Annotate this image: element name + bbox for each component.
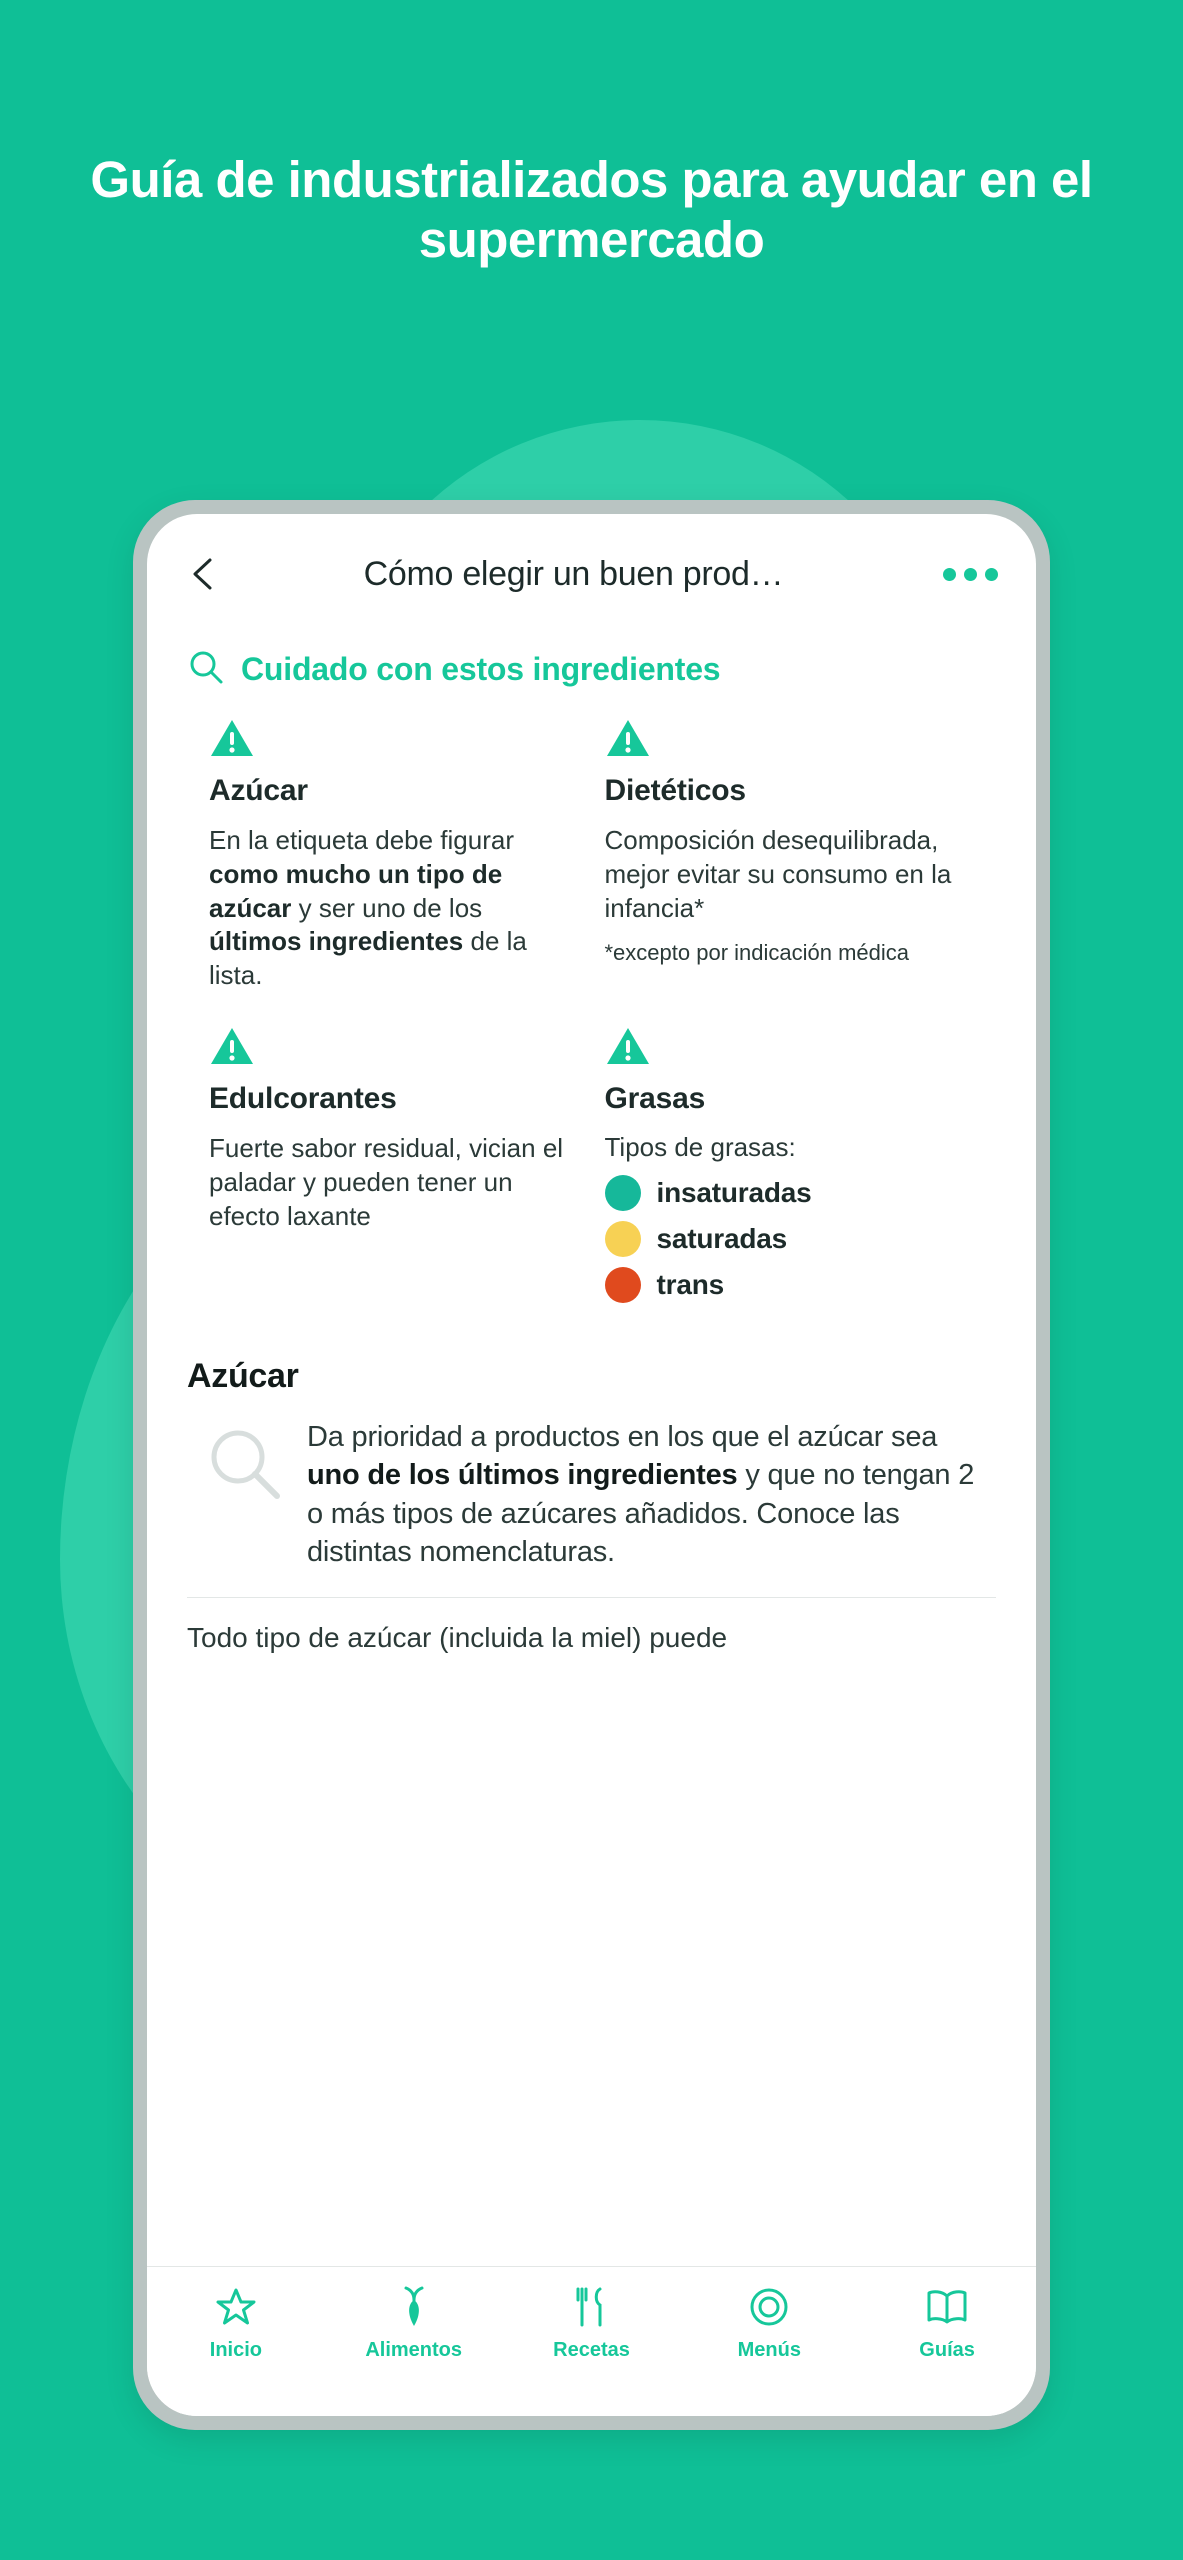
ingredient-cards-grid [187,717,996,1331]
fat-name: saturadas [656,1222,787,1254]
divider [187,1597,996,1598]
phone-screen [147,514,1036,2416]
warning-icon [605,1025,997,1072]
app-header [147,514,1036,634]
tab-inicio[interactable] [147,2285,325,2362]
fat-color-dot [605,1267,641,1303]
fats-label: Tipos de grasas: [604,1131,796,1162]
card-grasas [605,1025,997,1331]
tab-label: Guías [919,2339,975,2361]
card-dieteticos [605,717,997,1011]
fat-color-dot [605,1221,641,1257]
book-icon [924,2285,970,2329]
tab-alimentos[interactable] [325,2285,503,2362]
tab-label: Inicio [209,2339,263,2361]
phone-mockup [133,500,1050,2430]
card-title: Azúcar [209,774,308,807]
header-title: Cómo elegir un buen prod… [363,554,784,593]
bottom-navigation [147,2266,1036,2416]
fat-item-saturadas [605,1221,997,1257]
fat-name: insaturadas [656,1176,812,1208]
fat-color-dot [605,1175,641,1211]
card-note: *excepto por indicación médica [604,940,910,966]
fat-name: trans [656,1268,724,1300]
tab-recetas[interactable] [503,2285,681,2362]
section-header [187,648,996,691]
search-icon [187,648,225,691]
card-azucar [187,717,579,1011]
star-icon [215,2285,257,2329]
card-body: Composición desequilibrada, mejor evitar su consumo en la infancia* [604,825,952,923]
tab-label: Recetas [553,2339,630,2361]
article-content[interactable] [147,634,1036,2266]
tab-label: Menús [737,2339,801,2361]
tab-menus[interactable] [680,2285,858,2362]
sugar-tail-text: Todo tipo de azúcar (incluida la miel) puede [187,1622,728,1654]
tab-guias[interactable] [858,2285,1036,2362]
fat-item-insaturadas [605,1175,997,1211]
sugar-tip [187,1418,996,1571]
carrot-icon [393,2285,435,2329]
card-body: En la etiqueta debe figurar como mucho un tipo de azúcar y ser uno de los últimos ingredientes de la lista. [209,825,527,991]
subsection-title: Azúcar [187,1356,299,1395]
card-title: Dietéticos [604,774,746,807]
cutlery-icon [570,2285,612,2329]
magnifier-icon [205,1424,285,1509]
tab-label: Alimentos [365,2339,463,2361]
more-options-icon[interactable] [928,568,998,581]
card-edulcorantes [187,1025,579,1331]
card-body: Fuerte sabor residual, vician el paladar y pueden tener un efecto laxante [209,1132,564,1231]
spiral-icon [748,2285,790,2329]
warning-icon [605,717,997,764]
warning-icon [209,1025,579,1072]
page-title: Guía de industrializados para ayudar en el supermercado [90,151,1093,269]
section-title: Cuidado con estos ingredientes [241,651,721,687]
card-title: Edulcorantes [209,1081,397,1115]
fat-item-trans [605,1267,997,1303]
card-title: Grasas [604,1081,706,1115]
chevron-left-icon[interactable] [185,557,219,591]
sugar-tip-text: Da prioridad a productos en los que el azúcar sea uno de los últimos ingredientes y que no tengan 2 o más tipos de azúcares añadidos. Conoce las distintas nomenclaturas. [307,1420,975,1568]
warning-icon [209,717,579,764]
